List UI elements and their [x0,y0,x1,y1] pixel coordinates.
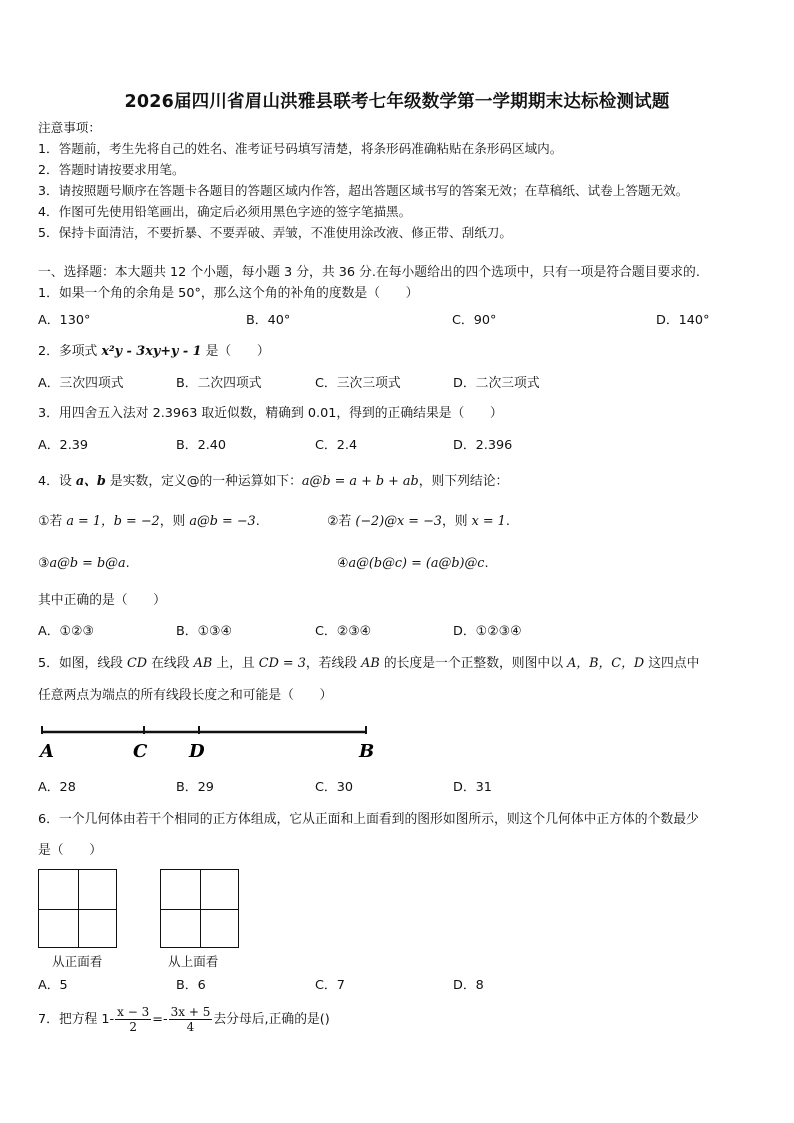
q2-option-d: D．二次三项式 [453,376,540,391]
q7-prefix: 7．把方程 1- [38,1012,115,1027]
label-b: B [359,741,375,762]
q7-frac1-numerator: x − 3 [117,1005,150,1019]
q6-option-a: A．5 [38,978,68,993]
top-view-grid [160,869,239,948]
notice-item: 3．请按照题号顺序在答题卡各题目的答题区域内作答，超出答题区域书写的答案无效；在草稿纸、试卷上答题无效。 [38,183,689,198]
q4-claim-1-cond: a = 1，b = −2 [66,514,160,529]
q4-claim-1 [38,514,260,530]
label-d: D [189,741,205,762]
q1-option-a: A．130° [38,313,91,328]
q2-option-a: A．三次四项式 [38,376,124,391]
segment-figure [36,720,381,766]
notice-item: 5．保持卡面清洁，不要折暴、不要弄破、弄皱，不准使用涂改液、修正带、刮纸刀。 [38,225,512,240]
notice-heading: 注意事项： [38,120,101,135]
question-1-stem: 1．如果一个角的余角是 50°，那么这个角的补角的度数是（ ） [38,286,419,301]
q5-cd: CD [127,656,148,671]
q3-option-b: B．2.40 [176,438,227,453]
q5-text-d: ，若线段 [305,656,362,671]
q4-stem-a: 4．设 [38,474,76,489]
q6-option-b: B．6 [176,978,206,993]
q4-claim-2 [327,514,510,530]
q7-frac1-denominator: 2 [129,1020,138,1034]
question-5-line2: 任意两点为端点的所有线段长度之和可能是（ ） [38,688,333,703]
q7-fraction-1 [115,1005,151,1034]
q5-option-a: A．28 [38,780,76,795]
q1-option-b: B．40° [246,313,291,328]
q4-claim-3 [38,556,130,572]
q4-claim-3-expr: a@b = b@a [49,556,126,571]
q1-option-c: C．90° [452,313,497,328]
q2-prefix: 2．多项式 [38,344,102,359]
q1-option-d: D．140° [656,313,710,328]
q5-text-b: 在线段 [147,656,194,671]
q5-option-b: B．29 [176,780,214,795]
q5-text-f: 这四点中 [644,656,700,671]
q3-option-a: A．2.39 [38,438,89,453]
q4-stem-c: ，则下列结论： [418,474,509,489]
q2-suffix: 是（ ） [201,344,270,359]
q5-option-d: D．31 [453,780,492,795]
question-7-stem [38,1005,330,1034]
q4-option-c: C．②③④ [315,624,372,639]
question-3-stem: 3．用四舍五入法对 2.3963 取近似数，精确到 0.01，得到的正确结果是（ ） [38,406,503,421]
q2-expression: x²y - 3xy+y - 1 [101,344,202,359]
q7-frac2-denominator: 4 [186,1020,195,1034]
q4-definition: a@b = a + b + ab [301,474,419,489]
q4-claim-1-end: . [255,514,260,529]
q4-claim-1-result: a@b = −3 [189,514,256,529]
q5-text-c: 上，且 [212,656,259,671]
label-c: C [133,741,148,762]
q5-points: A，B，C，D [567,656,645,671]
q7-frac2-numerator: 3x + 5 [170,1005,211,1019]
q6-option-c: C．7 [315,978,345,993]
page-title: 2026届四川省眉山洪雅县联考七年级数学第一学期期末达标检测试题 [124,92,670,112]
notice-item: 1．答题前，考生先将自己的姓名、准考证号码填写清楚，将条形码准确粘贴在条形码区域内。 [38,141,563,156]
section-heading: 一、选择题：本大题共 12 个小题，每小题 3 分，共 36 分.在每小题给出的四个选项中，只有一项是符合题目要求的. [38,265,700,280]
q4-claim-1-b: ，则 [159,514,190,529]
question-4-stem [38,474,508,490]
q4-claim-2-end: . [505,514,510,529]
q4-option-b: B．①③④ [176,624,232,639]
q4-ask: 其中正确的是（ ） [38,593,166,608]
question-6-line2: 是（ ） [38,843,102,858]
front-view-caption: 从正面看 [52,954,103,969]
q5-option-c: C．30 [315,780,354,795]
question-2-stem [38,344,270,360]
q5-ab-2: AB [361,656,380,671]
q4-claim-3-end: . [125,556,130,571]
q5-ab: AB [193,656,213,671]
q4-claim-2-cond: (−2)@x = −3 [355,514,442,529]
q4-claim-2-b: ，则 [441,514,472,529]
q3-option-c: C．2.4 [315,438,358,453]
q4-option-d: D．①②③④ [453,624,522,639]
q3-option-d: D．2.396 [453,438,513,453]
q4-claim-2-result: x = 1 [471,514,506,529]
q5-text-e: 的长度是一个正整数，则图中以 [379,656,568,671]
grid-hline [39,909,116,910]
q4-claim-4 [337,556,489,572]
q5-text-a: 5．如图，线段 [38,656,127,671]
q4-option-a: A．①②③ [38,624,94,639]
question-6-line1: 6．一个几何体由若干个相同的正方体组成，它从正面和上面看到的图形如图所示，则这个几何体中正方体的个数最少 [38,812,699,827]
q4-claim-2-a: ②若 [327,514,356,529]
top-view-caption: 从上面看 [168,954,219,969]
q5-cd-eq: CD = 3 [258,656,306,671]
label-a: A [40,741,54,762]
q4-stem-b: 是实数，定义@的一种运算如下： [105,474,302,489]
q4-claim-4-end: . [484,556,489,571]
q4-claim-3-num: ③ [38,556,50,571]
q4-claim-4-num: ④ [337,556,349,571]
q4-claim-4-expr: a@(b@c) = (a@b)@c [348,556,485,571]
grid-hline [161,909,238,910]
notice-item: 4．作图可先使用铅笔画出，确定后必须用黑色字迹的签字笔描黑。 [38,204,412,219]
q6-option-d: D．8 [453,978,484,993]
q7-equals: =- [152,1012,168,1027]
q4-vars: a、b [75,474,106,489]
front-view-grid [38,869,117,948]
q2-option-c: C．三次三项式 [315,376,401,391]
q7-suffix: 去分母后,正确的是() [213,1012,330,1027]
question-5-line1 [38,656,699,672]
q4-claim-1-a: ①若 [38,514,67,529]
notice-item: 2．答题时请按要求用笔。 [38,162,185,177]
q7-fraction-2 [169,1005,213,1034]
q2-option-b: B．二次四项式 [176,376,262,391]
